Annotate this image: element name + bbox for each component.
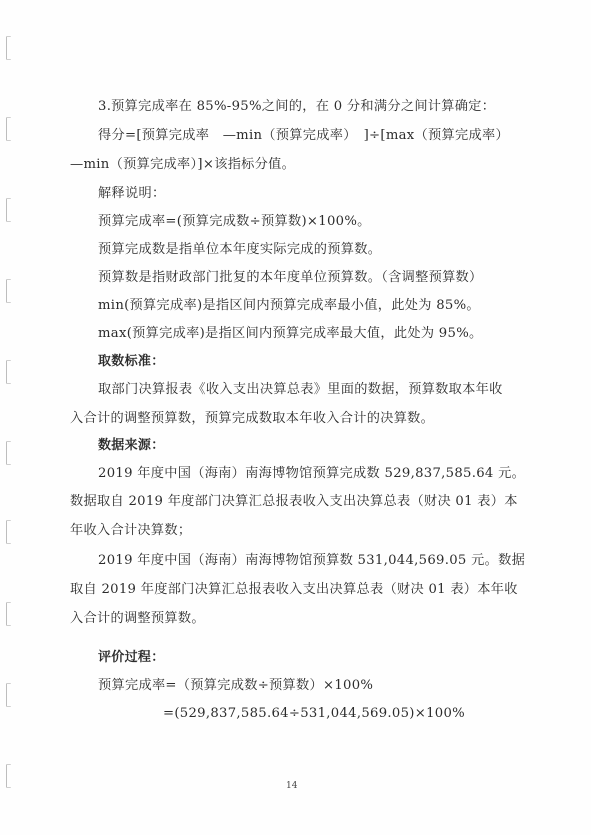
section-heading: 取数标准： <box>98 354 165 369</box>
binding-hole-mark <box>6 764 11 788</box>
binding-hole-mark <box>6 198 11 222</box>
binding-hole-mark <box>6 117 11 141</box>
section-heading: 数据来源： <box>98 438 165 453</box>
text-line: 3.预算完成率在 85%-95%之间的，在 0 分和满分之间计算确定： <box>98 99 496 114</box>
binding-hole-mark <box>6 279 11 303</box>
formula-line: 预算完成率=（预算完成数÷预算数）×100% <box>98 678 374 693</box>
binding-hole-mark <box>6 441 11 465</box>
section-heading: 评价过程： <box>98 650 165 665</box>
text-line: 预算数是指财政部门批复的本年度单位预算数。（含调整预算数） <box>98 270 483 285</box>
text-line: 解释说明： <box>98 186 166 201</box>
text-line: —min（预算完成率）]×该指标分值。 <box>70 157 296 172</box>
text-line: 年收入合计决算数； <box>70 523 192 538</box>
text-line: 预算完成率=(预算完成数÷预算数)×100%。 <box>98 214 371 229</box>
text-line: 2019 年度中国（海南）南海博物馆预算数 531,044,569.05 元。数据 <box>98 553 526 568</box>
binding-hole-mark <box>6 683 11 707</box>
binding-hole-mark <box>6 602 11 626</box>
text-line: 入合计的调整预算数，预算完成数取本年收入合计的决算数。 <box>70 411 435 426</box>
text-line: 取自 2019 年度部门决算汇总报表收入支出决算总表（财决 01 表）本年收 <box>70 582 518 597</box>
page-number: 14 <box>286 781 298 791</box>
text-line: 入合计的调整预算数。 <box>70 611 205 626</box>
formula-line: =(529,837,585.64÷531,044,569.05)×100% <box>163 706 465 721</box>
text-line: 2019 年度中国（海南）南海博物馆预算完成数 529,837,585.64 元。 <box>98 466 526 481</box>
binding-hole-mark <box>6 360 11 384</box>
text-line: max(预算完成率)是指区间内预算完成率最大值，此处为 95%。 <box>98 326 483 341</box>
binding-hole-mark <box>6 36 11 60</box>
text-line: 得分=[预算完成率 —min（预算完成率） ]÷[max（预算完成率） <box>98 128 509 143</box>
binding-hole-mark <box>6 520 11 544</box>
text-line: 取部门决算报表《收入支出决算总表》里面的数据，预算数取本年收 <box>98 382 503 397</box>
text-line: 数据取自 2019 年度部门决算汇总报表收入支出决算总表（财决 01 表）本 <box>70 494 518 509</box>
text-line: 预算完成数是指单位本年度实际完成的预算数。 <box>98 242 382 257</box>
text-line: min(预算完成率)是指区间内预算完成率最小值，此处为 85%。 <box>98 298 480 313</box>
